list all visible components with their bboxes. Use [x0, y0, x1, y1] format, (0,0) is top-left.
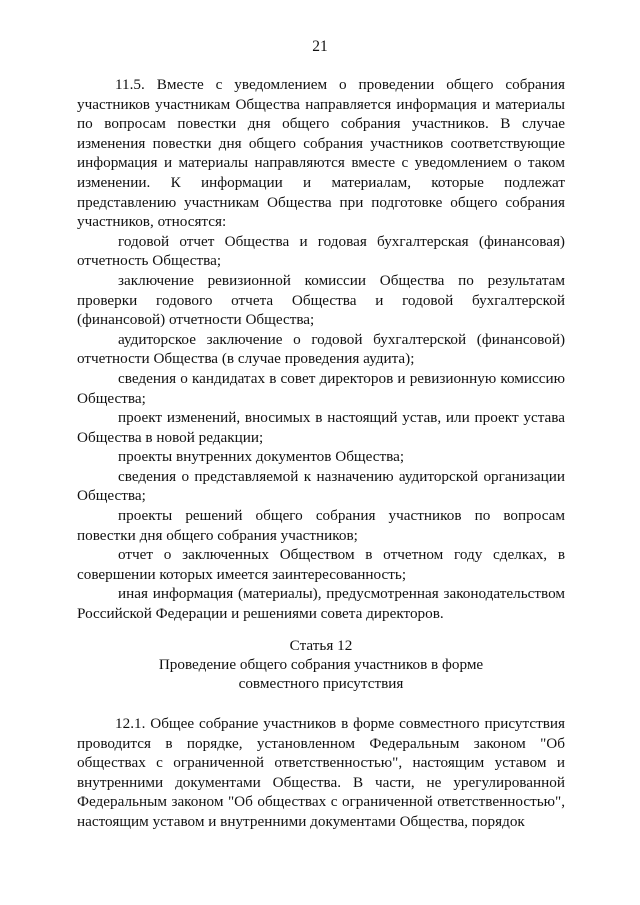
list-item-auditor-conclusion: аудиторское заключение о годовой бухгалтерской (финансовой) отчетности Общества (в случае проведения аудита);	[77, 330, 565, 368]
list-item-audit-commission-conclusion: заключение ревизионной комиссии Общества по результатам проверки годового отчета Общества и годовой бухгалтерской (финансовой) отчетности Общества;	[77, 271, 565, 329]
page-number: 21	[312, 38, 328, 55]
list-item-other-information: иная информация (материалы), предусмотренная законодательством Российской Федерации и решениями совета директоров.	[77, 585, 565, 623]
list-item-annual-report: годовой отчет Общества и годовая бухгалтерская (финансовая) отчетность Общества;	[77, 232, 565, 270]
list-item-candidates: сведения о кандидатах в совет директоров и ревизионную комиссию Общества;	[77, 369, 565, 407]
article-title-line-2: совместного присутствия	[238, 675, 404, 692]
list-item-internal-documents: проекты внутренних документов Общества;	[118, 448, 405, 466]
article-number: Статья 12	[289, 637, 353, 654]
list-item-draft-decisions: проекты решений общего собрания участников по вопросам повестки дня общего собрания участников;	[77, 507, 565, 544]
paragraph-11-5-intro: 11.5. Вместе с уведомлением о проведении общего собрания участников участникам Общества направляется информация и материалы по вопросам повестки дня общего собрания участников. В случае изменения повестки дня общего собрания участников соответствующие информация и материалы направляются вместе с уведомлением о таком изменении. К информации и материалам, которые подлежат представлению участникам Общества при подготовке общего собрания участников, относятся:	[77, 76, 565, 231]
paragraph-12-1: 12.1. Общее собрание участников в форме совместного присутствия проводится в порядке, установленном Федеральным законом "Об обществах с ограниченной ответственностью", настоящим уставом и внутренними документами Общества. В части, не урегулированной Федеральным законом "Об обществах с ограниченной ответственностью", настоящим уставом и внутренними документами Общества, порядок	[77, 715, 565, 830]
section-11-5	[77, 75, 565, 624]
list-item-charter-changes: проект изменений, вносимых в настоящий устав, или проект устава Общества в новой редакции;	[77, 409, 565, 446]
list-item-audit-organization: сведения о представляемой к назначению аудиторской организации Общества;	[77, 467, 565, 505]
section-12-1	[77, 714, 565, 832]
article-title-line-1: Проведение общего собрания участников в форме	[158, 656, 484, 673]
list-item-interested-party-deals: отчет о заключенных Обществом в отчетном году сделках, в совершении которых имеется заинтересованность;	[77, 546, 565, 583]
